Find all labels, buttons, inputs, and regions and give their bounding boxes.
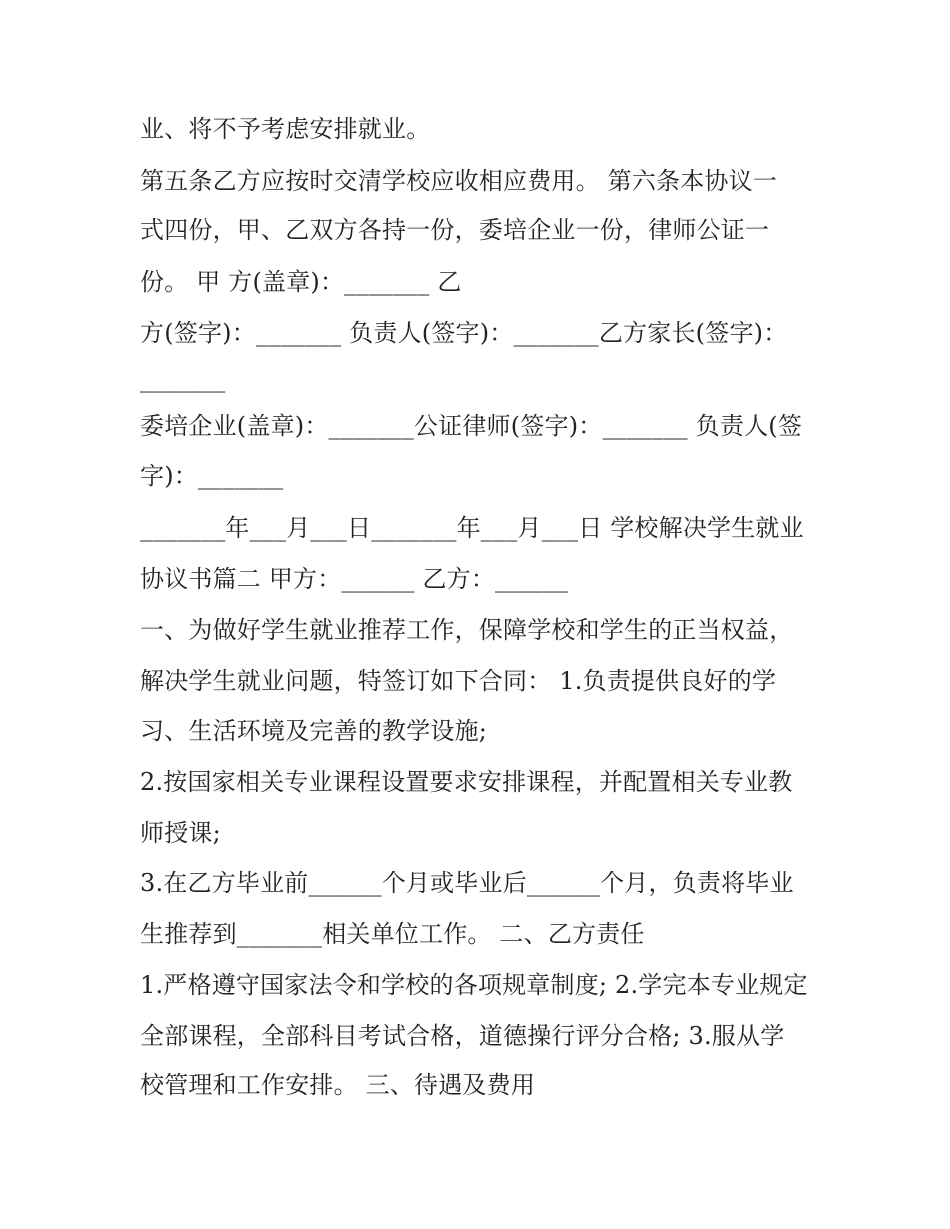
- text-line: 校管理和工作安排。 三、待遇及费用: [140, 1071, 536, 1099]
- text-line: 生推荐到_______相关单位工作。 二、乙方责任: [140, 920, 645, 948]
- text-line: 习、生活环境及完善的教学设施;: [140, 717, 488, 745]
- text-line: 1.严格遵守国家法令和学校的各项规章制度; 2.学完本专业规定: [140, 971, 808, 999]
- text-line: _______年___月___日_______年___月___日 学校解决学生就业: [140, 514, 804, 542]
- text-line: 字)：_______: [140, 462, 284, 490]
- text-line: 全部课程，全部科目考试合格，道德操行评分合格; 3.服从学: [140, 1022, 785, 1050]
- text-line: 业、将不予考虑安排就业。: [140, 115, 431, 143]
- text-line: 委培企业(盖章)：_______公证律师(签字)：_______ 负责人(签: [140, 412, 803, 440]
- text-line: 方(签字)：_______ 负责人(签字)：_______乙方家长(签字)：: [140, 319, 788, 347]
- text-line: 协议书篇二 甲方：______ 乙方：______: [140, 565, 569, 593]
- text-line: 份。 甲 方(盖章)：_______ 乙: [140, 268, 462, 296]
- text-line: _______: [140, 365, 226, 393]
- text-line: 第五条乙方应按时交清学校应收相应费用。 第六条本协议一: [140, 167, 778, 195]
- text-line: 式四份，甲、乙双方各持一份，委培企业一份，律师公证一: [140, 216, 770, 244]
- text-line: 解决学生就业问题，特签订如下合同： 1.负责提供良好的学: [140, 667, 777, 695]
- text-line: 一、为做好学生就业推荐工作，保障学校和学生的正当权益，: [140, 616, 794, 644]
- text-line: 2.按国家相关专业课程设置要求安排课程，并配置相关专业教: [140, 768, 793, 796]
- text-line: 3.在乙方毕业前______个月或毕业后______个月，负责将毕业: [140, 869, 794, 897]
- text-line: 师授课;: [140, 819, 221, 847]
